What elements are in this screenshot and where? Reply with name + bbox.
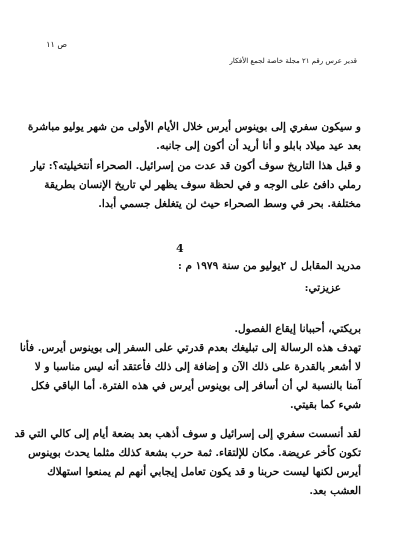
- section-number: 4: [176, 242, 184, 255]
- page-number: ص ١١: [46, 40, 67, 49]
- paragraph-line: تكون كأخر عريضة. مكان للإلتقاء. ثمة حرب بشعة كذلك مثلما يحدث بوينوس: [28, 447, 361, 459]
- running-header: قدير عرس رقم ٢١ مجلة خاصة لجمع الأفكار: [229, 57, 357, 65]
- paragraph-line: تهدف هذه الرسالة إلى تبليغك بعدم قدرتي على السفر إلى بوينوس أيرس. فأنا: [19, 342, 361, 354]
- paragraph-line: شيء كما بقيتي.: [289, 399, 361, 411]
- paragraph-line: مختلفة. بحر في وسط الصحراء حيث لن يتغلغل جسمي أبدا.: [98, 198, 361, 210]
- paragraph-1: [27, 118, 361, 156]
- paragraph-line: و سيكون سفري إلى بوينوس أيرس خلال الأيام الأولى من شهر يوليو مباشرة: [27, 121, 361, 133]
- paragraph-line: أيرس لكنها ليست حربنا و قد يكون تعامل إيجابي أنهم لم يمنعوا استهلاك: [47, 466, 361, 478]
- paragraph-line: و قبل هذا التاريخ سوف أكون قد عدت من إسرائيل. الصحراء أنتخيليته؟: تيار: [30, 160, 361, 172]
- paragraph-3: [19, 320, 361, 415]
- letter-salutation: عزيزتي:: [304, 282, 341, 294]
- paragraph-line: لا أشعر بالقدرة على ذلك الآن و إضافة إلى ذلك فأعتقد أنه ليس مناسبا و لا: [34, 361, 361, 373]
- paragraph-2: [30, 157, 361, 214]
- paragraph-4: [14, 425, 361, 501]
- paragraph-line: بعد عيد ميلاد بابلو و أنا أريد أن أكون إلى جانبه.: [156, 140, 361, 152]
- paragraph-line: بريكتي، أحببانا إيقاع الفصول.: [234, 323, 361, 335]
- paragraph-line: آمنا بالنسبة لي أن أسافر إلى بوينوس أيرس في هذه الفترة. أما الباقي فكل: [30, 380, 361, 392]
- paragraph-line: لقد أنسست سفري إلى إسرائيل و سوف أذهب بعد بضعة أيام إلى كالي التي قد: [14, 428, 361, 440]
- letter-dateline: مدريد المقابل ل ٢يوليو من سنة ١٩٧٩ م :: [177, 260, 361, 272]
- paragraph-line: العشب بعد.: [309, 485, 361, 497]
- paragraph-line: رملي دافئ على الوجه و في لحظة سوف يظهر لي تاريخ الإنسان بطريقة: [44, 179, 361, 191]
